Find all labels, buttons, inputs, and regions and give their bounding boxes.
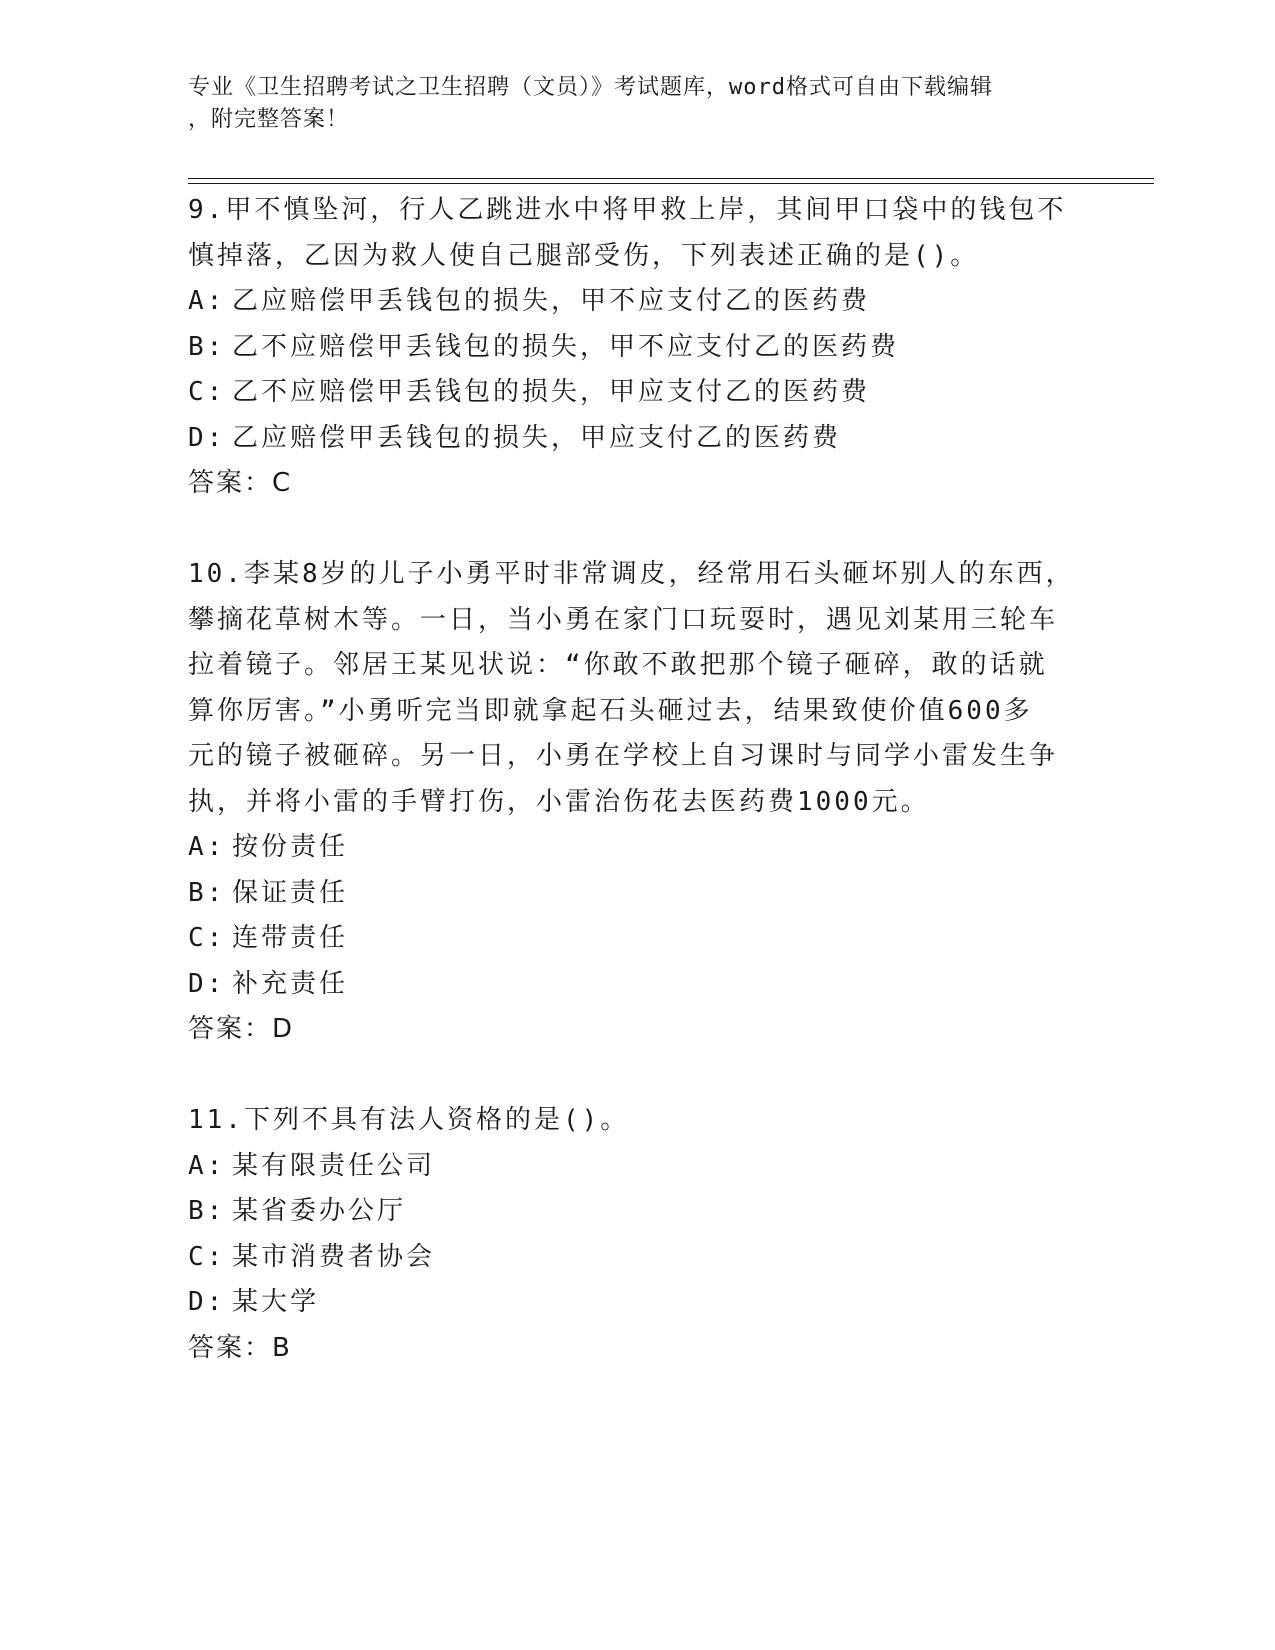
option-text: 某有限责任公司 xyxy=(232,1150,436,1181)
question-10 xyxy=(188,552,1088,1053)
question-text-line: 拉着镜子。邻居王某见状说：“你敢不敢把那个镜子砸碎，敢的话就 xyxy=(188,650,1048,680)
option-letter: A: xyxy=(188,1150,226,1181)
question-text-line: 执，并将小雷的手臂打伤，小雷治伤花去医药费1000元。 xyxy=(188,786,930,817)
option-text: 乙应赔偿甲丢钱包的损失，甲应支付乙的医药费 xyxy=(232,422,842,453)
option-text: 补充责任 xyxy=(232,968,349,999)
question-list xyxy=(188,188,1088,1371)
option-b xyxy=(188,871,1088,917)
option-letter: C: xyxy=(188,923,226,953)
question-9 xyxy=(188,188,1088,507)
option-d xyxy=(188,416,1088,462)
option-letter: A: xyxy=(188,286,226,316)
spacer xyxy=(188,507,1088,553)
question-number: 10. xyxy=(188,559,244,589)
option-text: 乙不应赔偿甲丢钱包的损失，甲不应支付乙的医药费 xyxy=(232,331,900,362)
option-text: 按份责任 xyxy=(232,832,349,862)
option-text: 某省委办公厅 xyxy=(232,1196,407,1226)
option-letter: C: xyxy=(188,377,226,407)
option-letter: A: xyxy=(188,832,226,862)
option-c xyxy=(188,916,1088,962)
answer-line: 答案：B xyxy=(188,1332,292,1363)
option-letter: D: xyxy=(188,1287,226,1317)
option-letter: B: xyxy=(188,877,226,908)
option-b xyxy=(188,325,1088,371)
answer-line: 答案：D xyxy=(188,1014,295,1044)
question-text-line: 9.甲不慎坠河，行人乙跳进水中将甲救上岸，其间甲口袋中的钱包不 xyxy=(188,195,1067,225)
option-text: 保证责任 xyxy=(232,877,349,908)
spacer xyxy=(188,1053,1088,1099)
question-text-line: 算你厉害。”小勇听完当即就拿起石头砸过去，结果致使价值600多 xyxy=(188,695,1033,726)
header-line-2: ，附完整答案！ xyxy=(188,107,350,132)
option-letter: B: xyxy=(188,331,226,362)
option-b xyxy=(188,1189,1088,1235)
question-text-line: 慎掉落，乙因为救人使自己腿部受伤，下列表述正确的是()。 xyxy=(188,240,980,271)
question-number: 11. xyxy=(188,1105,244,1135)
option-a xyxy=(188,279,1088,325)
option-d xyxy=(188,962,1088,1008)
option-letter: D: xyxy=(188,968,226,999)
header-divider-top xyxy=(188,178,1154,179)
option-text: 乙不应赔偿甲丢钱包的损失，甲应支付乙的医药费 xyxy=(232,377,871,407)
question-11 xyxy=(188,1098,1088,1371)
question-number: 9. xyxy=(188,195,226,225)
option-c xyxy=(188,370,1088,416)
header-line-1: 专业《卫生招聘考试之卫生招聘（文员）》考试题库，word格式可自由下载编辑 xyxy=(188,75,993,100)
question-text-line: 10.李某8岁的儿子小勇平时非常调皮，经常用石头砸坏别人的东西， xyxy=(188,559,1075,589)
option-a xyxy=(188,825,1088,871)
option-text: 某市消费者协会 xyxy=(232,1241,436,1272)
option-letter: C: xyxy=(188,1241,226,1272)
option-c xyxy=(188,1235,1088,1281)
option-letter: B: xyxy=(188,1196,226,1226)
option-text: 某大学 xyxy=(232,1287,320,1317)
answer-line: 答案：C xyxy=(188,468,293,498)
question-text-line: 11.下列不具有法人资格的是()。 xyxy=(188,1105,630,1135)
document-header xyxy=(188,72,1068,136)
question-text-line: 攀摘花草树木等。一日，当小勇在家门口玩耍时，遇见刘某用三轮车 xyxy=(188,604,1059,635)
option-a xyxy=(188,1144,1088,1190)
option-text: 连带责任 xyxy=(232,923,349,953)
question-text-line: 元的镜子被砸碎。另一日，小勇在学校上自习课时与同学小雷发生争 xyxy=(188,741,1059,771)
option-d xyxy=(188,1280,1088,1326)
option-letter: D: xyxy=(188,422,226,453)
header-divider-bottom xyxy=(188,183,1154,184)
option-text: 乙应赔偿甲丢钱包的损失，甲不应支付乙的医药费 xyxy=(232,286,871,316)
